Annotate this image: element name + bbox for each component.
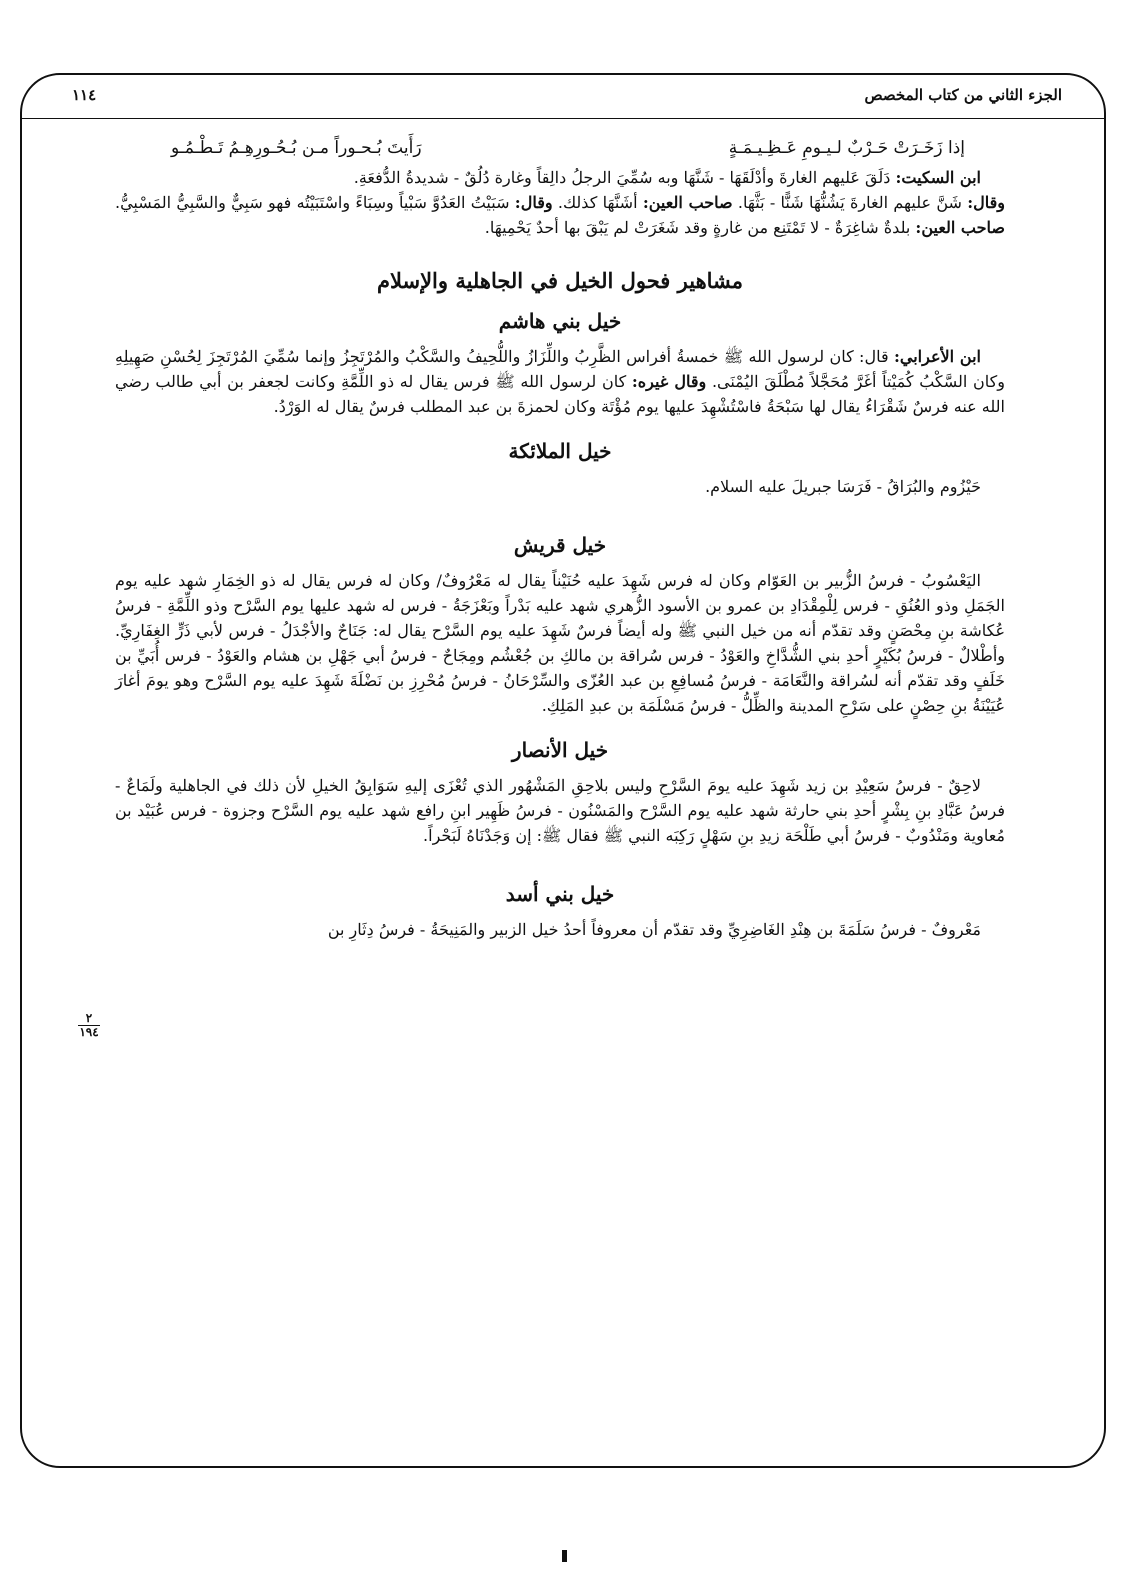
speaker-label: وقال:: [967, 193, 1006, 212]
page-number: ١١٤: [72, 86, 97, 104]
paragraph-text: دَلَقَ عَليهم الغارةَ وأدْلَقَهَا - شَنَّهَا وبه سُمِّيَ الرجلُ دالِقاً وغارة دُلُقٌ - شديدةُ الدُّفعَةِ.: [353, 168, 896, 187]
section-heading-bani-asad: خيل بني أسد: [505, 882, 615, 906]
margin-folio-note: [78, 1012, 100, 1039]
speaker-label: وقال غيره:: [631, 372, 707, 391]
margin-note-denominator: ١٩٤: [79, 1025, 99, 1039]
running-title: الجزء الثاني من كتاب المخصص: [864, 86, 1062, 104]
main-heading: مشاهير فحول الخيل في الجاهلية والإسلام: [376, 268, 744, 293]
section-heading-quraysh: خيل قريش: [513, 533, 607, 557]
section-heading-ansar: خيل الأنصار: [511, 738, 609, 762]
paragraph-ansar: لاحِقٌ - فرسُ سَعِيْدِ بن زيد شَهِدَ عليه يومَ السَّرْحِ وليس بلاحِقِ المَشْهُور الذي تُعْزَى إليهِ سَوَابِقُ الخيلِ لأن ذلك في الجاهلية ولَمَاعٌ - فرسُ عَبَّادِ بنِ بِشْرٍ أحدِ بني حارثة شهد عليه يوم السَّرْح والمَسْنُون - فرسُ ظَهِير ابنِ رافع شهد عليه يوم السَّرْح وجزوة - فرس عُبَيْد بن مُعاوية ومَنْدُوبٌ - فرسُ أبي طَلْحَة زيدِ بنِ سَهْلٍ رَكِبَه النبي ﷺ فقال ﷺ: إن وَجَدْنَاهُ لَبَحْراً.: [115, 776, 1005, 845]
speaker-label: صاحب العين:: [915, 218, 1005, 237]
paragraph-text: بلدةٌ شاغِرَةٌ - لا تَمْتَنِع من غارةٍ وقد شَغَرَتْ لم يَبْقَ بها أحدٌ يَحْمِيهَا.: [484, 218, 916, 237]
section-heading-angels: خيل الملائكة: [508, 439, 612, 463]
paragraph-angels: حَيْزُوم والبُرَاقُ - فَرَسَا جبريلَ عليه السلام.: [705, 477, 981, 496]
verse-hemistich-2: رَأَيتَ بُـحـوراً مـن بُـحُـورِهِـمُ تَـطْـمُـو: [171, 138, 422, 158]
margin-note-numerator: ٢: [78, 1012, 100, 1026]
scan-mark: [562, 1550, 567, 1562]
paragraph-ibn-sikkit: [115, 165, 1005, 190]
page-body: [115, 128, 1005, 942]
speaker-label: ابن الأعرابي:: [893, 347, 982, 366]
paragraph-text: كان لرسول الله ﷺ فرس يقال له ذو اللِّمَّةِ وكانت لجعفر بن أبي طالب رضي الله عنه فرسٌ شَقْرَاءُ يقال لها سَبْحَةُ فاسْتُشْهِدَ عليها يوم مُؤْتَة وكان لحمزةَ بن عبد المطلب فرسٌ يقال له الوَرْدُ.: [115, 372, 1005, 416]
section-heading-bani-hashim: خيل بني هاشم: [498, 309, 622, 333]
paragraph-text: سَبَيْتُ العَدُوَّ سَبْياً وسِبَاءً واسْتَبَيْتُه فهو سَبِيٌّ والسَّبِيُّ المَسْبِيُّ.: [115, 193, 515, 212]
header-rule: [20, 118, 1106, 119]
paragraph-text: شَنَّ عليهم الغارةَ يَشُنُّهَا شَنًّا - بَثَّهَا.: [732, 193, 968, 212]
speaker-label: وقال:: [514, 193, 553, 212]
speaker-label: صاحب العين:: [642, 193, 733, 212]
paragraph-text: قال: كان لرسول الله ﷺ خمسةُ أفراس الظَّرِبُ واللِّزَازُ واللُّحِيفُ والسَّكْبُ والمُرْتَجِزُ وإنما سُمِّيَ المُرْتَجِزَ لِحُسْنِ صَهِيلِهِ وكان السَّكْبُ كُمَيْتاً أغَرَّ مُحَجَّلاً مُطْلَقَ اليُمْنَى.: [115, 347, 1006, 391]
paragraph-bani-hashim: [115, 344, 1005, 419]
verse-hemistich-1: إذا زَخَـرَتْ حَـرْبٌ لـيـومِ عَـظِـيـمَـةٍ: [728, 138, 965, 158]
speaker-label: ابن السكيت:: [895, 168, 981, 187]
paragraph-text: أشَنَّهَا كذلك.: [552, 193, 643, 212]
paragraph-quraysh: اليَعْسُوبُ - فرسُ الزُّبير بن العَوّام وكان له فرس شَهِدَ عليه حُنَيْناً يقال له مَعْرُوفٌ/ وكان له فرس يقال له ذو الخِمَارِ شهد عليه يوم الجَمَلِ وذو العُنُقِ - فرس لِلْمِقْدَادِ بن عمرو بن الأسود الزُّهري شهد عليه بَدْراً وبَعْزَجَةُ - فرس له شهد عليها يوم السَّرْح وذو اللِّمَّةِ - فرسُ عُكاشة بنِ مِحْصَنٍ وقد تقدّم أنه من خيل النبي ﷺ وله أيضاً فرسٌ شَهِدَ عليه يوم السَّرْح يقال له: جَنَاحٌ والأجْدَلُ - فرس لأبي ذَرٍّ الغِفَارِيِّ. وأطْلالٌ - فرسُ بُكَيْرٍ أحدِ بني الشُّدَّاخِ والعَوْدُ - فرس سُراقة بن مالكِ بن جُعْشُم ومِجَاحٌ - فرسُ أبي جَهْلِ بن هشام والعَوْدُ - فرس أُبَيِّ بن خَلَفٍ وقد تقدّم أنه لسُراقة والنَّعَامَة - فرسُ مُسافِعِ بن عبد العُزّى والسِّرْحَانُ - فرسُ مُحْرِزِ بن نَضْلَةَ شَهِدَ عليه يوم السَّرْح وهو يومَ أغارَ عُيَيْنَةُ بنِ حِصْنٍ على سَرْحِ المدينة والظِّلُّ - فرسُ مَسْلَمَة بن عبدِ المَلِكِ.: [115, 571, 1005, 715]
paragraph-bani-asad: مَعْروفٌ - فرسُ سَلَمَةَ بن هِنْدِ الغَاضِرِيِّ وقد تقدّم أن معروفاً أحدُ خيل الزبير والمَنِيحَةُ - فرسُ دِثَارِ بن: [327, 920, 981, 939]
paragraph-raid-definitions: [115, 190, 1005, 240]
poetry-verse: [115, 128, 1005, 161]
